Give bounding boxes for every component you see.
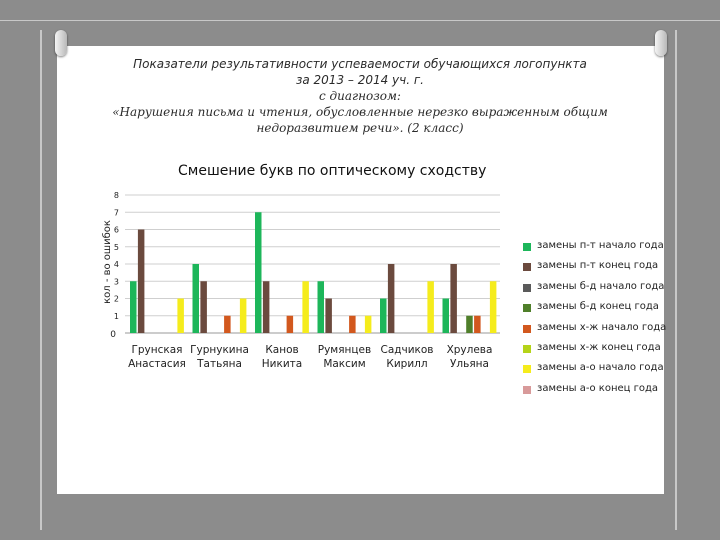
legend-label: замены п-т начало года <box>537 240 664 251</box>
x-tick-label: Грунская <box>131 344 183 356</box>
bar <box>474 316 481 333</box>
legend-swatch <box>523 345 531 353</box>
bar <box>193 264 200 333</box>
x-tick-label: Садчиков <box>380 344 434 356</box>
legend-label: замены а-о конец года <box>537 382 659 394</box>
x-tick-label: Максим <box>323 358 366 370</box>
x-tick-label: Кирилл <box>386 358 428 370</box>
y-tick-label: 0 <box>110 330 116 340</box>
bar <box>224 316 231 333</box>
x-tick-label: Татьяна <box>197 358 242 370</box>
bar <box>466 316 473 333</box>
bar <box>263 281 270 333</box>
bar <box>365 316 372 333</box>
bar <box>388 264 395 333</box>
y-tick-label: 1 <box>113 311 119 321</box>
legend-label: замены а-о начало года <box>537 362 664 374</box>
y-tick-label: 5 <box>113 242 119 252</box>
y-tick-label: 4 <box>113 260 119 269</box>
y-tick-label: 2 <box>113 294 119 304</box>
x-tick-label: Никита <box>261 358 303 370</box>
bar <box>302 281 309 333</box>
bar <box>138 230 145 334</box>
bar <box>240 299 247 334</box>
y-axis-label: кол - во ошибок <box>102 220 113 304</box>
legend-swatch <box>523 304 531 312</box>
legend-swatch <box>523 365 531 373</box>
bar <box>130 281 137 333</box>
x-tick-label: Румянцев <box>317 344 372 356</box>
bar <box>490 281 497 333</box>
y-tick-label: 8 <box>113 191 119 200</box>
bar <box>200 281 207 333</box>
bar <box>443 299 450 334</box>
bar <box>349 316 356 333</box>
heading-line-5: недоразвитием речи». (2 класс) <box>256 121 464 135</box>
bar <box>255 212 262 333</box>
bar <box>318 281 325 333</box>
legend-label: замены б-д конец года <box>537 301 659 313</box>
legend-swatch <box>523 284 531 292</box>
y-tick-label: 7 <box>113 208 119 218</box>
x-tick-label: Гурнукина <box>190 344 249 356</box>
bar <box>427 281 434 333</box>
x-tick-label: Ульяна <box>450 358 489 370</box>
x-tick-label: Канов <box>265 344 299 356</box>
legend-swatch <box>523 325 531 333</box>
legend-label: замены х-ж начало года <box>537 321 667 333</box>
legend-label: замены п-т конец года <box>537 260 659 272</box>
x-tick-label: Хрулева <box>446 344 493 356</box>
bar <box>177 299 184 334</box>
heading-line-1: Показатели результативности успеваемости обучающихся логопункта <box>133 57 587 71</box>
legend-swatch <box>523 386 531 394</box>
heading-line-3: с диагнозом: <box>319 89 401 103</box>
chart-title: Смешение букв по оптическому сходству <box>178 163 487 179</box>
legend-label: замены б-д начало года <box>537 280 665 292</box>
y-tick-label: 6 <box>113 225 119 235</box>
legend-swatch <box>523 263 531 271</box>
heading-line-4: «Нарушения письма и чтения, обусловленные нерезко выраженным общим <box>112 105 608 119</box>
y-tick-label: 3 <box>113 277 119 287</box>
legend-label: замены х-ж конец года <box>537 342 661 353</box>
bar <box>325 299 332 334</box>
legend-swatch <box>523 243 531 251</box>
heading-line-2: за 2013 – 2014 уч. г. <box>295 73 424 87</box>
bar <box>450 264 457 333</box>
x-tick-label: Анастасия <box>128 358 186 370</box>
bar <box>287 316 294 333</box>
bar <box>380 299 387 334</box>
